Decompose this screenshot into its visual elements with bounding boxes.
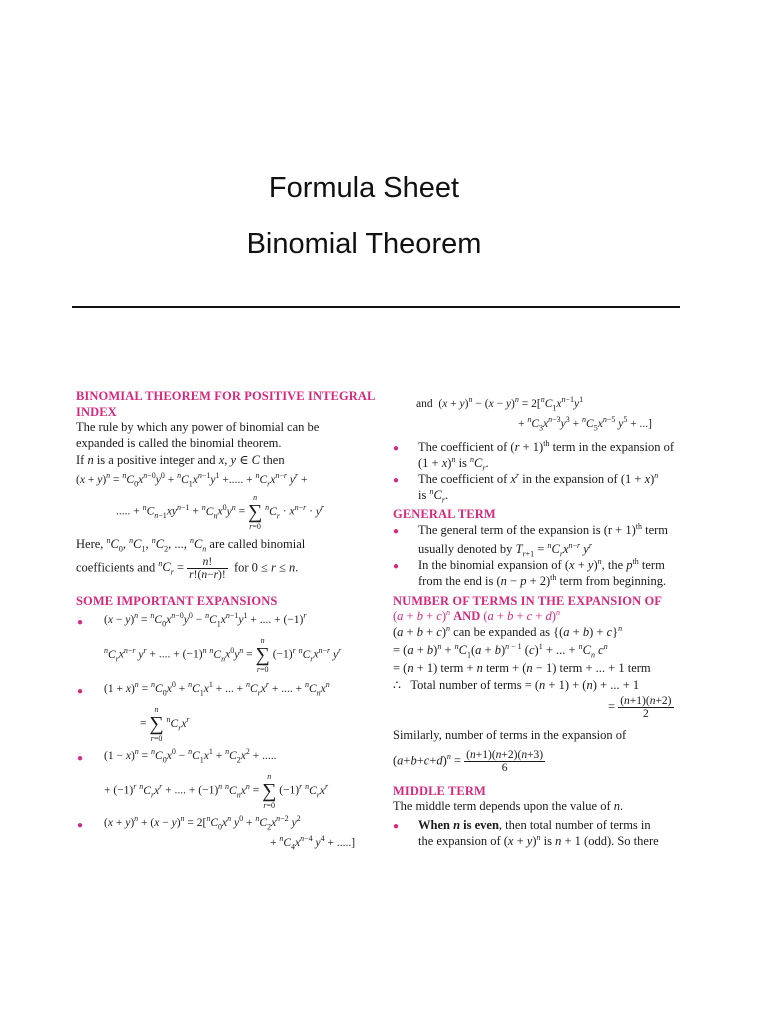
bullet-icon: ● [77,686,84,697]
bullet-icon: ● [393,475,400,486]
section-heading: GENERAL TERM [393,507,496,521]
formula: + $^nC_4x^{n-4}$ $y^4$ + .....] [270,834,356,852]
paragraph: expanded is called the binomial theorem. [76,436,282,450]
paragraph: In the binomial expansion of $(x + y)^n$, the $p^{th}$ term [418,556,665,572]
section-heading: BINOMIAL THEOREM FOR POSITIVE INTEGRAL [76,389,376,403]
bullet-icon: ● [393,821,400,832]
paragraph: Here, $^nC_0$, $^nC_1$, $^nC_2$, ..., $^nC_n$ are called binomial [76,535,306,554]
paragraph: ∴ Total number of terms = (n + 1) + (n) + ... + 1 [393,678,640,692]
bullet-icon: ● [77,617,84,628]
paragraph: The middle term depends upon the value of n. [393,799,624,813]
formula: + $^nC_3x^{n-3}y^3 + ^nC_5x^{n-5}$ $y^5$ + ...] [518,415,653,433]
paragraph: is $^nC_r$. [418,486,449,505]
paragraph: The coefficient of $(r + 1)^{th}$ term in the expansion of [418,438,675,454]
page-subtitle: Binomial Theorem [246,228,482,260]
paragraph: from the end is $(n - p + 2)^{th}$ term from beginning. [418,572,667,588]
formula: $(1 - x)^n = ^nC_0x^0 - ^nC_1x^1 + ^nC_2x^2$ + ..... [104,747,277,765]
paragraph: The rule by which any power of binomial can be [76,420,320,434]
paragraph: $(a + b + c)^n$ can be expanded as $\{(a + b) + c\}^n$ [393,623,623,639]
section-heading-cont: $(a + b + c)^n$ AND $(a + b + c + d)^n$ [393,607,560,623]
formula: $(x + y)^n = ^nC_0x^{n-0}y^0 + ^nC_1x^{n-1}y^1$ +..... + $^nC_rx^{n-r}$ $y^r$ + [76,471,308,489]
paragraph: usually denoted by $T_{r+1} = ^nC_rx^{n-r}$ $y^r$ [418,540,592,559]
bullet-icon: ● [77,820,84,831]
section-heading: MIDDLE TERM [393,784,486,798]
formula: = $\frac{(n+1)(n+2)}{2}$ [608,695,672,720]
paragraph: The coefficient of $x^r$ in the expansion of $(1 + x)^n$ [418,470,659,486]
formula: + $(-1)^r$ $^nC_rx^r$ + .... + $(-1)^n$ $^nC_nx^n = n$ ∑ r=0 $(-1)^r$ $^nC_rx^r$ [104,772,329,810]
general-term-text: The general term of the expansion is (r + 1) [418,523,636,537]
formula: $(x - y)^n = ^nC_0x^{n-0}y^0 - ^nC_1x^{n-1}y^1$ + .... + $(-1)^r$ [104,611,307,629]
formula: $^nC_rx^{n-r}$ $y^r$ + .... + $(-1)^n$ $^nC_nx^0y^n = n$ ∑ r=0 $(-1)^r$ $^nC_rx^{n-r}$ $y^r$ [104,636,342,674]
bullet-icon: ● [393,561,400,572]
formula: ..... + $^nC_{n-1}xy^{n-1} + ^nC_nx^0y^n = n$ ∑ r=0 $^nC_r \cdot x^{n-r} \cdot y^r$ [116,493,325,531]
general-term-suffix: term [641,523,669,537]
section-heading: SOME IMPORTANT EXPANSIONS [76,594,278,608]
paragraph: = $(a + b)^n + ^nC_1(a + b)^{n - 1}$ $(c)^1$ + ... + $^nC_n$ $c^n$ [393,641,608,660]
paragraph: = (n + 1) term + n term + (n − 1) term + ... + 1 term [393,661,651,675]
paragraph: When n is even, then total number of terms in [418,818,651,832]
bullet-icon: ● [393,443,400,454]
formula: $(x + y)^n + (x - y)^n = 2[^nC_0x^n$ $y^0 + ^nC_2x^{n-2}$ $y^2$ [104,814,301,832]
paragraph: coefficients and $^nC_r$ = $\frac{n!}{r!(n-r)!}$ for 0 ≤ r ≤ n. [76,556,299,581]
bullet-icon: ● [393,526,400,537]
paragraph: the expansion of $(x + y)^n$ is n + 1 (odd). So there [418,832,659,848]
page-title: Formula Sheet [268,172,460,204]
formula: = n ∑ r=0 $^nC_rx^r$ [140,705,190,743]
section-heading-cont: INDEX [76,405,117,419]
formula: and $(x + y)^n - (x - y)^n = 2[^nC_1x^{n-1}y^1$ [416,395,584,413]
middle-term-text: The middle term depends upon the value of [393,799,611,813]
section-heading: NUMBER OF TERMS IN THE EXPANSION OF [393,594,663,608]
paragraph: If n is a positive integer and x, y ∈ C then [76,453,285,467]
formula: $(1 + x)^n = ^nC_0x^0 + ^nC_1x^1$ + ... + $^nC_rx^r$ + .... + $^nC_nx^n$ [104,680,330,698]
bullet-icon: ● [77,753,84,764]
formula: $(a+b+c+d)^n$ = $\frac{(n+1)(n+2)(n+3)}{6}$ [393,749,544,774]
paragraph: $(1 + x)^n$ is $^nC_r$. [418,454,489,473]
paragraph: The general term of the expansion is $(r + 1)^{th}$ term [418,521,669,537]
paragraph: Similarly, number of terms in the expansion of [393,728,627,742]
divider [72,306,680,308]
